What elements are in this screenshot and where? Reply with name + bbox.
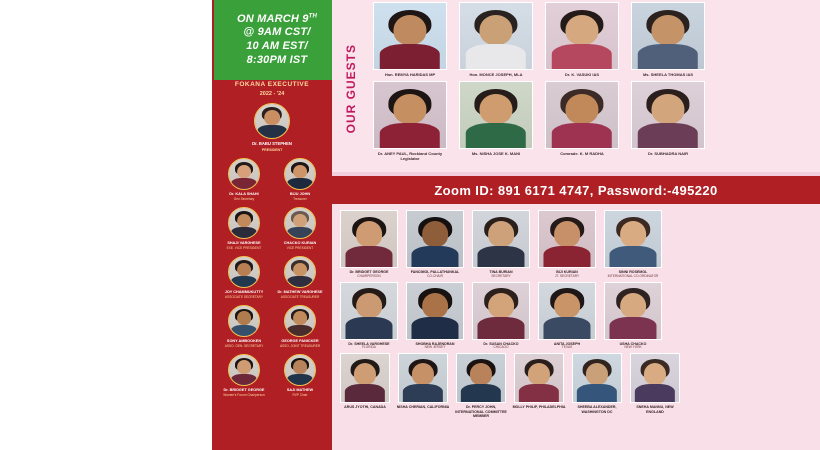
member-photo [340,282,398,340]
executive-member [218,158,270,201]
date-line-4: 8:30PM IST [246,53,308,66]
guest-photo [459,2,533,70]
guest-name: Ms. NISHA JOSE K. MANI [471,151,521,157]
member-name: TINA BURIAN [489,270,513,274]
member-photo [538,210,596,268]
member-role: SECRETARY [491,273,511,278]
executive-member [274,207,326,250]
member-photo [398,353,448,403]
guest-card [370,2,450,77]
member-photo [406,282,464,340]
guest-grid [370,2,818,162]
member-name: Dr. PERCY JOHN, INTERNATIONAL COMMITTEE MEMBER [455,405,507,419]
date-line-1: ON MARCH 9 [236,12,309,25]
member-role: INTERNATIONAL CO-ORDINATOR [607,273,659,278]
event-date-text [237,13,317,68]
member-name: FANCIMOL PALLATHUNKAL [410,270,460,274]
guest-photo [459,81,533,149]
guest-card [456,2,536,77]
member-name: SAJI MATHEW [286,387,314,392]
guest-card [628,81,708,161]
member-photo [604,282,662,340]
member-role: TEXAS [561,345,573,350]
member-photo [472,282,530,340]
member-name: NISHA CHERIAN, CALIFORNIA [396,405,450,410]
member-photo [228,207,260,239]
zoom-info-bar [332,176,820,204]
date-line-2: @ 9AM CST/ [243,26,311,39]
member-name: Dr. BRIDGET GEORGE [349,270,389,274]
member-photo [340,210,398,268]
guest-name: Hon. REMYA HARIDAS MP [384,72,436,77]
member-role: ASSO. GEN. SECRETARY [224,343,264,348]
guest-card [456,81,536,161]
guest-name: Comrade. K. M RADHA [560,151,604,157]
guest-photo [631,2,705,70]
member-photo [228,305,260,337]
member-photo [340,353,390,403]
committee-section [332,206,820,450]
guest-row [370,81,818,161]
member-role: RVP Chair [292,392,308,397]
member-photo [228,354,260,386]
member-photo [284,354,316,386]
member-photo [514,353,564,403]
member-photo [630,353,680,403]
committee-member [338,353,392,419]
guest-photo [631,81,705,149]
member-photo [284,256,316,288]
member-photo [456,353,506,403]
committee-member [470,282,532,351]
member-role: VICE PRESIDENT [286,246,314,251]
committee-row [338,353,814,419]
member-photo [538,282,596,340]
member-name: Dr. KALA SHAHI [229,192,259,197]
committee-member [602,282,664,351]
member-photo [284,158,316,190]
committee-row [338,210,814,279]
committee-member [470,210,532,279]
executive-member [218,207,270,250]
committee-member [536,210,598,279]
president-block [212,103,332,154]
committee-member [512,353,566,419]
member-name: USHA CHACKO [619,341,647,346]
member-name: ARUS JYOTHI, CANADA [344,405,386,410]
committee-member [338,210,400,279]
member-name: SINNI ROSEMOL [618,270,648,274]
executive-member [218,256,270,299]
member-name: ANITA JOSEPH [553,341,581,346]
committee-member [628,353,682,419]
committee-member [396,353,450,419]
president-name: Dr. BABU STEPHEN [252,140,292,146]
executive-members-grid [212,158,332,397]
member-role: CHAIRPERSON [357,273,381,278]
member-photo [572,353,622,403]
guest-name: Ms. SHEELA THOMAS IAS [642,72,694,77]
member-name: Dr. MATHEW VARGHESE [277,290,323,295]
guest-photo [545,81,619,149]
member-role: Women's Forum Chairperson [223,392,265,397]
guest-card [542,2,622,77]
our-guests-label [334,6,368,171]
member-name: SONY AMBOOKEN [226,339,262,344]
committee-member [536,282,598,351]
committee-member [338,282,400,351]
member-photo [228,256,260,288]
member-name: SHOBHA RAJENDRAN [415,341,455,346]
guest-name: Dr. ANEY PAUL, Rockland County Legislator [377,151,443,162]
member-photo [604,210,662,268]
member-role: Treasurer [293,197,307,202]
guest-photo [373,2,447,70]
member-role: NEW YORK [624,345,642,350]
member-role: FLORIDA [362,345,376,350]
member-photo [284,305,316,337]
executive-member [274,256,326,299]
guest-photo [373,81,447,149]
committee-member [570,353,624,419]
member-name: SHEEBA ALEXANDER, WASHINGTON DC [577,405,617,414]
member-name: Dr. SUSAN CHACKO [483,341,519,346]
guest-name: Dr. K. VASUKI IAS [564,72,600,77]
member-role: ASSOCIATE SECRETARY [224,295,264,300]
executive-member [218,354,270,397]
member-role: CO-CHAIR [427,273,443,278]
member-photo [284,207,316,239]
president-role: PRESIDENT [261,148,283,153]
guest-row [370,2,818,77]
member-role: JT. SECRETARY [554,273,580,278]
president-photo [254,103,290,139]
executive-member [274,354,326,397]
date-line-3: 10 AM EST/ [246,40,308,52]
member-name: SNEHA MANNU, NEW ENGLAND [636,405,674,414]
member-name: MOLLY PHILIP, PHILADELPHIA [512,405,566,410]
committee-member [404,210,466,279]
executive-member [274,305,326,348]
zoom-info-text: Zoom ID: 891 6171 4747, Password:-495220 [434,182,718,198]
guest-card [370,81,450,161]
committee-member [404,282,466,351]
date-line-1-sup: TH [308,12,318,19]
member-role: Gen Secretary [233,197,255,202]
guest-photo [545,2,619,70]
our-guests-text: OUR GUESTS [344,43,358,134]
guest-card [542,81,622,161]
executive-member [218,305,270,348]
member-role: NEW JERSEY [424,345,446,350]
member-name: CHACKO KURIAN [283,241,317,246]
member-photo [406,210,464,268]
executive-year: 2022 - '24 [259,90,285,97]
committee-member [454,353,508,419]
executive-title: FOKANA EXECUTIVE [234,81,310,88]
member-role: CHICAGO [493,345,509,350]
committee-member [602,210,664,279]
member-name: GEORGE PANICKER [281,339,319,344]
member-role: EXE. VICE PRESIDENT [226,246,262,251]
member-photo [228,158,260,190]
member-photo [472,210,530,268]
committee-row [338,282,814,351]
guest-name: Hon. MONCE JOSEPH, MLA [469,72,523,77]
member-name: Dr. SHEELA VARGHESE [348,341,390,346]
member-name: Dr. BRIDGET GEORGE [223,387,265,392]
executive-member [274,158,326,201]
member-role: ASSOCIATE TREASURER [280,295,320,300]
member-name: SHAJI VARGHESE [227,241,261,246]
guest-name: Dr. SUBHADRA NAIR [647,151,689,157]
member-role: ASSO. JOINT TREASURER [279,343,321,348]
member-name: BIJI KURIAN [556,270,578,274]
event-date-box [214,0,340,80]
member-name: BIJU JOHN [289,192,311,197]
member-name: JOY CHAMMUKUTTY [224,290,264,295]
guest-card [628,2,708,77]
